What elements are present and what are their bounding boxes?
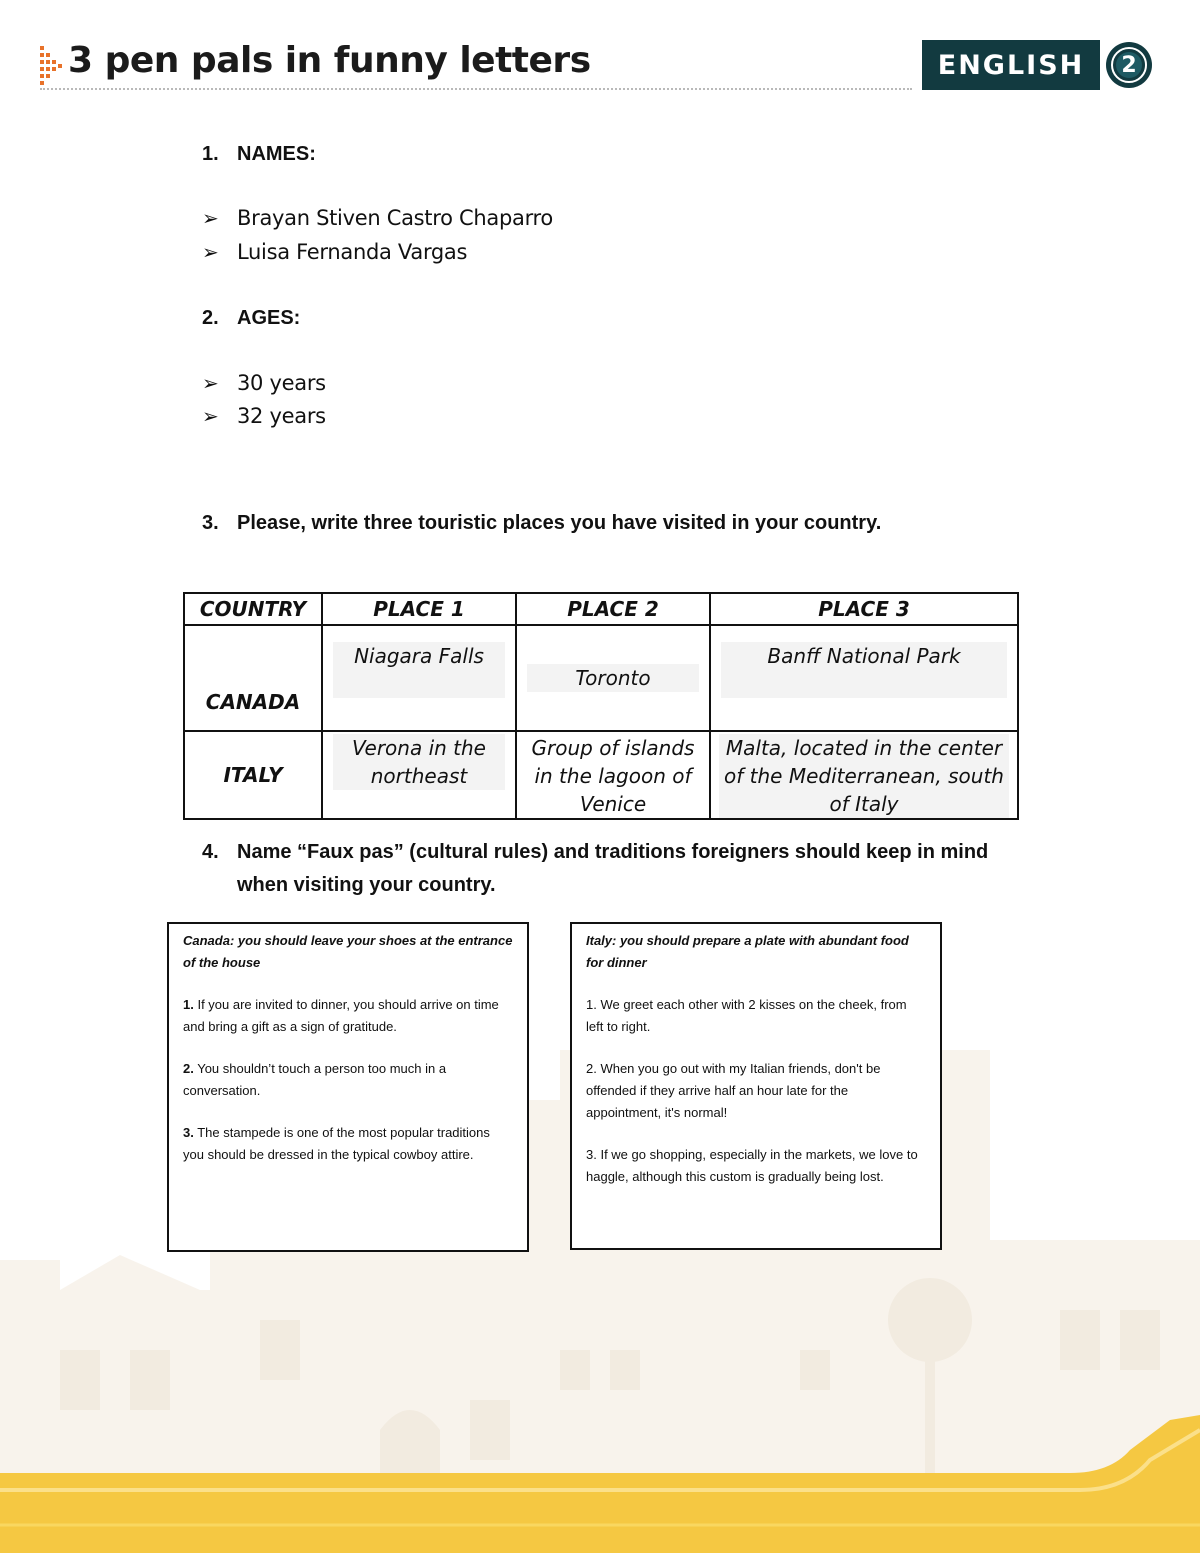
places-heading [202, 512, 881, 535]
section-number: 2. [202, 307, 219, 329]
age-text: 30 years [237, 371, 326, 395]
section-title: Name “Faux pas” (cultural rules) and traditions foreigners should keep in mind [237, 841, 989, 863]
places-table [183, 592, 1019, 820]
place-cell [516, 731, 710, 819]
place-cell [710, 731, 1018, 819]
arrow-bullet-icon: ➢ [202, 371, 219, 395]
header-divider [40, 88, 912, 90]
list-item [183, 1058, 513, 1102]
name-text: Luisa Fernanda Vargas [237, 240, 468, 264]
table-header-row [184, 593, 1018, 625]
faux-pas-heading-continued: when visiting your country. [237, 874, 496, 896]
section-title: AGES: [237, 307, 301, 329]
list-item [586, 1058, 926, 1124]
list-item [586, 1144, 926, 1188]
place-text: Niagara Falls [333, 642, 505, 698]
arrow-bullet-icon: ➢ [202, 206, 219, 230]
table-row [184, 731, 1018, 819]
list-item [183, 1122, 513, 1166]
names-heading [202, 143, 316, 166]
canada-faux-pas-box [167, 922, 529, 1252]
country-cell: CANADA [184, 625, 322, 731]
arrow-bullet-icon: ➢ [202, 240, 219, 264]
italy-faux-pas-box [570, 922, 942, 1250]
item-text: If we go shopping, especially in the markets, we love to haggle, although this custom is gradually being lost. [586, 1147, 918, 1184]
item-number: 3. [586, 1147, 597, 1162]
list-item [586, 994, 926, 1038]
table-row [184, 625, 1018, 731]
place-text: Toronto [527, 664, 699, 692]
list-item [183, 994, 513, 1038]
course-level: 2 [1121, 52, 1137, 78]
page-title: 3 pen pals in funny letters [68, 40, 591, 81]
country-cell: ITALY [184, 731, 322, 819]
section-title: NAMES: [237, 143, 316, 165]
column-header: PLACE 3 [710, 593, 1018, 625]
column-header: PLACE 2 [516, 593, 710, 625]
section-number: 1. [202, 143, 219, 165]
list-item [202, 206, 553, 230]
course-badge [922, 40, 1160, 90]
faux-pas-heading [202, 841, 988, 864]
section-title: Please, write three touristic places you have visited in your country. [237, 512, 882, 534]
place-text: Malta, located in the center of the Mediterranean, south of Italy [719, 734, 1009, 818]
play-dots-icon [38, 44, 64, 88]
place-text: Group of islands in the lagoon of Venice [531, 736, 695, 816]
ages-heading [202, 307, 300, 330]
box-title: Canada: you should leave your shoes at the entrance of the house [183, 933, 513, 970]
box-title: Italy: you should prepare a plate with abundant food for dinner [586, 933, 909, 970]
list-item [202, 371, 326, 395]
item-text: The stampede is one of the most popular traditions you should be dressed in the typical cowboy attire. [183, 1125, 490, 1162]
item-text: We greet each other with 2 kisses on the cheek, from left to right. [586, 997, 907, 1034]
place-cell [322, 625, 516, 731]
age-text: 32 years [237, 404, 326, 428]
section-number: 3. [202, 512, 219, 534]
place-cell [322, 731, 516, 819]
item-text: When you go out with my Italian friends, don't be offended if they arrive half an hour late for the appointment, it's normal! [586, 1061, 881, 1120]
section-number: 4. [202, 841, 219, 863]
name-text: Brayan Stiven Castro Chaparro [237, 206, 553, 230]
page-header [0, 0, 1200, 110]
course-label: ENGLISH [922, 40, 1100, 90]
list-item [202, 404, 326, 428]
place-text: Banff National Park [721, 642, 1007, 698]
column-header: COUNTRY [184, 593, 322, 625]
arrow-bullet-icon: ➢ [202, 404, 219, 428]
item-number: 3. [183, 1125, 194, 1140]
place-cell [516, 625, 710, 731]
place-cell [710, 625, 1018, 731]
item-number: 1. [586, 997, 597, 1012]
column-header: PLACE 1 [322, 593, 516, 625]
place-text: Verona in the northeast [333, 734, 505, 790]
item-number: 2. [183, 1061, 194, 1076]
item-number: 1. [183, 997, 194, 1012]
item-text: If you are invited to dinner, you should arrive on time and bring a gift as a sign of gratitude. [183, 997, 499, 1034]
item-number: 2. [586, 1061, 597, 1076]
item-text: You shouldn’t touch a person too much in a conversation. [183, 1061, 447, 1098]
list-item [202, 240, 467, 264]
